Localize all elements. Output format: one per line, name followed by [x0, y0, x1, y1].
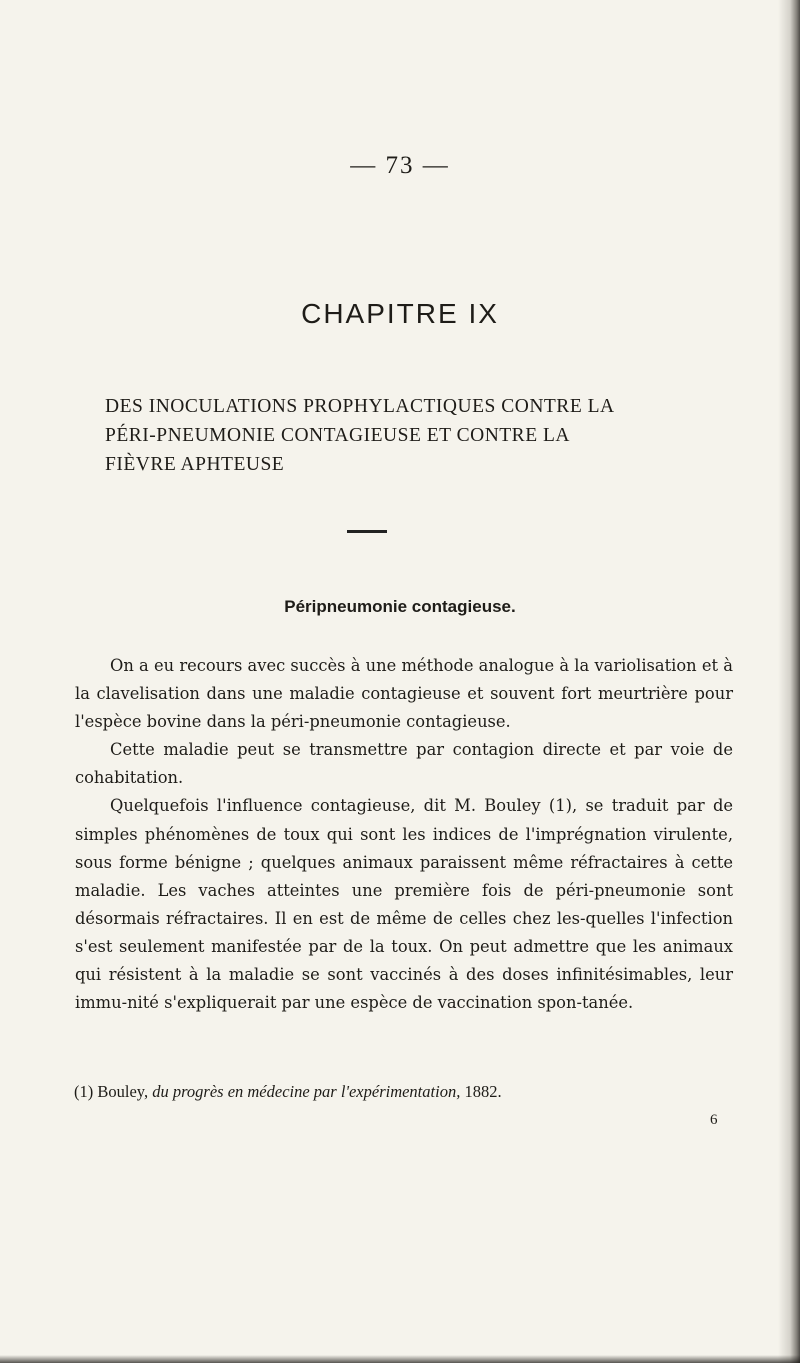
footnote [74, 1080, 734, 1104]
heading-line: DES INOCULATIONS PROPHYLACTIQUES CONTRE LA [105, 396, 615, 417]
page-edge-shadow [778, 0, 800, 1363]
signature-mark: 6 [710, 1112, 718, 1128]
page-number: — 73 — [350, 152, 450, 179]
chapter-heading [105, 392, 725, 479]
body-text [75, 652, 733, 1017]
footnote-year: 1882. [464, 1082, 502, 1101]
footnote-title: du progrès en médecine par l'expérimentation, [152, 1082, 461, 1101]
section-title: Péripneumonie contagieuse. [284, 597, 516, 616]
paragraph: Cette maladie peut se transmettre par contagion directe et par voie de cohabitation. [75, 740, 733, 788]
page-bottom-shadow [0, 1355, 800, 1363]
footnote-author: Bouley, [97, 1082, 149, 1101]
paragraph: Quelquefois l'influence contagieuse, dit M. Bouley (1), se traduit par de simples phénomènes de toux qui sont les indices de l'imprégnation virulente, sous forme bénigne ; quelques animaux paraissent même réfractaires à cette maladie. Les vaches atteintes une première fois de péri-pneumonie sont désormais réfractaires. Il en est de même de celles chez les-quelles l'infection s'est seulement manifestée par de la toux. On peut admettre que les animaux qui résistent à la maladie se sont vaccinés à des doses infinitésimables, leur immu-nité s'expliquerait par une espèce de vaccination spon-tanée. [75, 796, 733, 1013]
heading-line: FIÈVRE APHTEUSE [105, 454, 285, 475]
heading-line: PÉRI-PNEUMONIE CONTAGIEUSE ET CONTRE LA [105, 425, 570, 446]
footnote-marker: (1) [74, 1082, 94, 1101]
section-divider [347, 530, 387, 533]
chapter-title: CHAPITRE IX [301, 298, 499, 329]
paragraph: On a eu recours avec succès à une méthode analogue à la variolisation et à la clavelisation dans une maladie contagieuse et souvent fort meurtrière pour l'espèce bovine dans la péri-pneumonie contagieuse. [75, 656, 733, 732]
